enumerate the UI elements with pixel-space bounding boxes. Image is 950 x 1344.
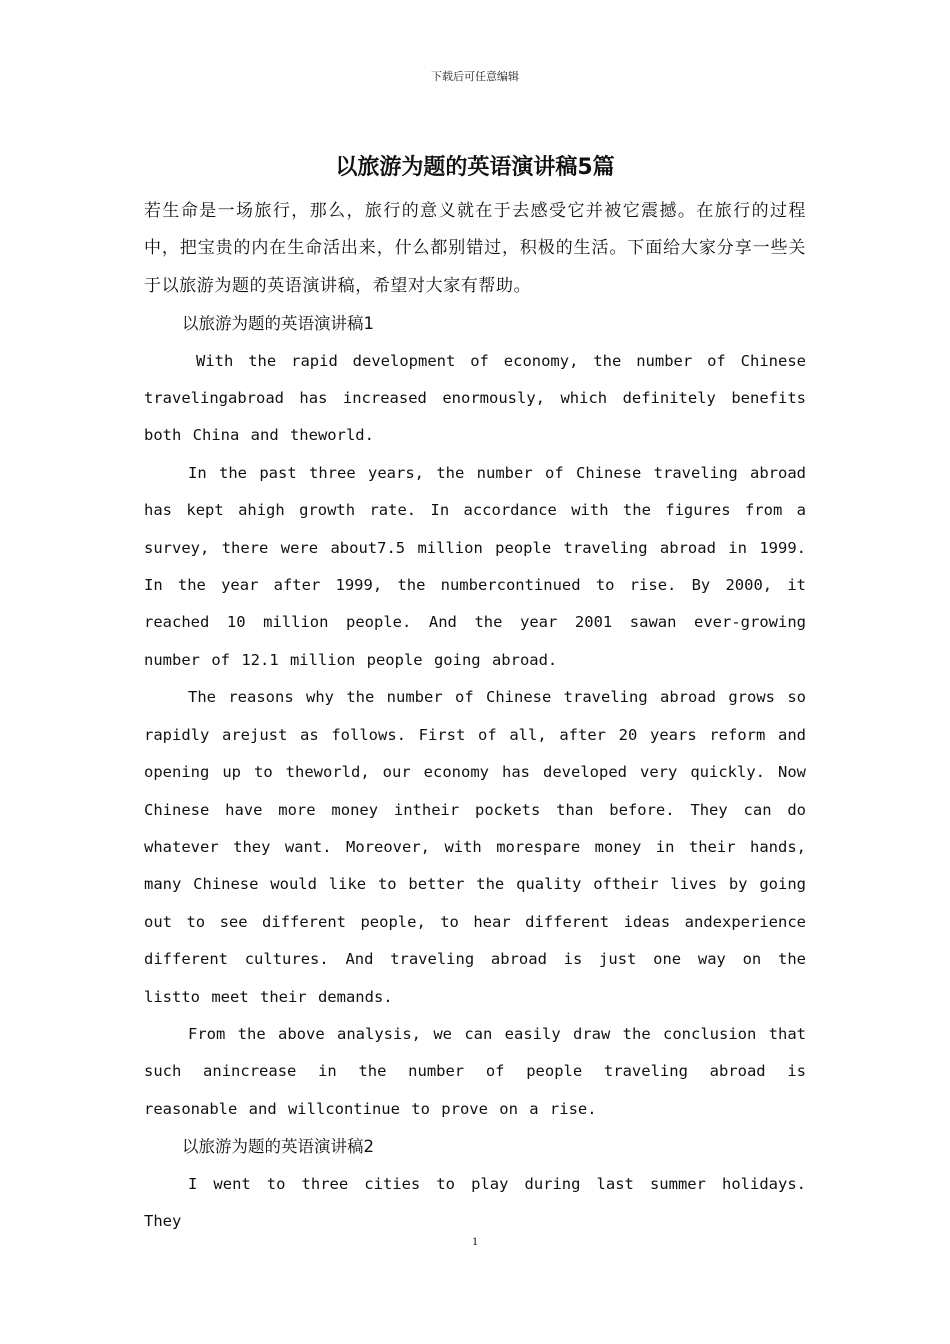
body-paragraph: With the rapid development of economy, the number of Chinese travelingabroad has increased enormously, which definitely benefits both China and theworld. [144,351,806,445]
body-paragraph: The reasons why the number of Chinese traveling abroad grows so rapidly arejust as follows. First of all, after 20 years reform and opening up to theworld, our economy has developed very quickly. Now Chinese have more money intheir pockets than before. They can do whatever they want. Moreover, with morespare money in their hands, many Chinese would like to better the quality oftheir lives by going out to see different people, to hear different ideas andexperience different cultures. And traveling abroad is just one way on the listto meet their demands. [144,688,806,1006]
header-note: 下载后可任意编辑 [431,70,519,83]
body-paragraph: From the above analysis, we can easily draw the conclusion that such anincrease in the number of people traveling abroad is reasonable and willcontinue to prove on a rise. [144,1024,806,1118]
document-body [144,193,806,1240]
section-heading-2: 以旅游为题的英语演讲稿2 [182,1137,374,1157]
document-title: 以旅游为题的英语演讲稿5篇 [335,155,615,180]
intro-paragraph: 若生命是一场旅行，那么，旅行的意义就在于去感受它并被它震撼。在旅行的过程中，把宝贵的内在生命活出来，什么都别错过，积极的生活。下面给大家分享一些关于以旅游为题的英语演讲稿，希望对大家有帮助。 [144,201,806,296]
section-heading-1: 以旅游为题的英语演讲稿1 [182,314,374,334]
page-number: 1 [472,1234,478,1248]
body-paragraph: In the past three years, the number of Chinese traveling abroad has kept ahigh growth rate. In accordance with the figures from a survey, there were about7.5 million people traveling abroad in 1999. In the year after 1999, the numbercontinued to rise. By 2000, it reached 10 million people. And the year 2001 sawan ever-growing number of 12.1 million people going abroad. [144,463,806,669]
body-paragraph: I went to three cities to play during last summer holidays. They [144,1174,806,1230]
